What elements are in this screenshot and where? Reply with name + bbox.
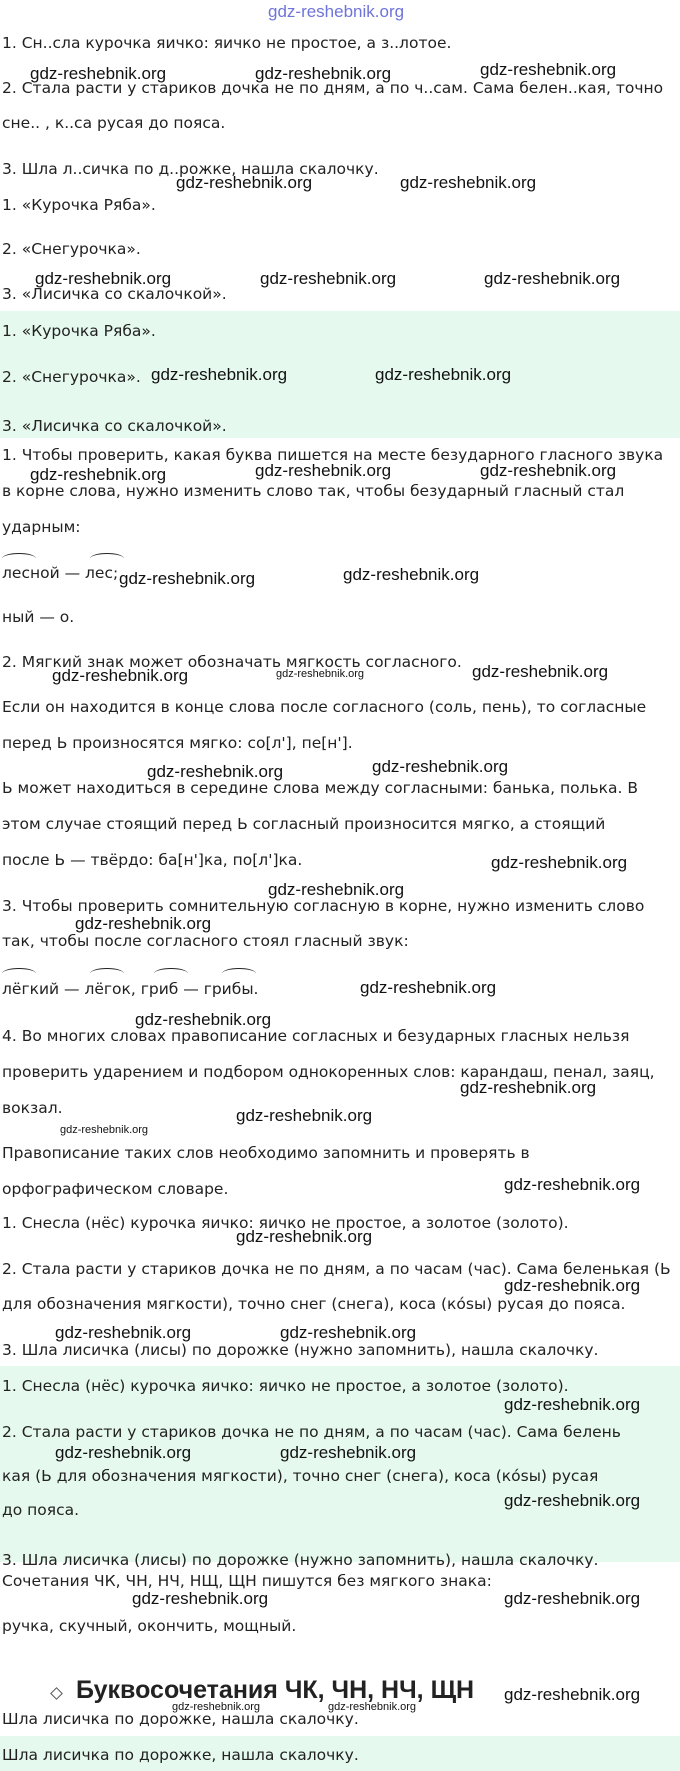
- watermark: gdz-reshebnik.org: [328, 1701, 417, 1713]
- watermark: gdz-reshebnik.org: [460, 1078, 597, 1097]
- watermark: gdz-reshebnik.org: [176, 173, 313, 192]
- watermark: gdz-reshebnik.org: [491, 853, 628, 872]
- rule-3-line-2: так, чтобы после согласного стоял гласный звук:: [2, 932, 409, 950]
- final-answer-line: Шла лисичка по дорожке, нашла скалочку.: [2, 1746, 359, 1764]
- watermark: gdz-reshebnik.org: [375, 365, 512, 384]
- watermark: gdz-reshebnik.org: [236, 1106, 373, 1125]
- root-arc-icon: [154, 968, 188, 979]
- watermark: gdz-reshebnik.org: [255, 64, 392, 83]
- rule-1-line-2: в корне слова, нужно изменить слово так, чтобы безударный гласный стал: [2, 482, 625, 500]
- rule-4-line-2: проверить ударением и подбором однокоренных слов: карандаш, пенал, заяц,: [2, 1063, 655, 1081]
- watermark: gdz-reshebnik.org: [135, 1010, 272, 1029]
- title-green-2: 2. «Снегурочка».: [2, 368, 141, 386]
- watermark: gdz-reshebnik.org: [280, 1323, 417, 1342]
- rule-1-line-3: ударным:: [2, 518, 81, 536]
- watermark: gdz-reshebnik.org: [372, 757, 509, 776]
- watermark: gdz-reshebnik.org: [504, 1175, 641, 1194]
- watermark: gdz-reshebnik.org: [480, 461, 617, 480]
- rule-2-line-5: этом случае стоящий перед Ь согласный произносится мягко, а стоящий: [2, 815, 606, 833]
- root-arc-icon: [2, 968, 36, 979]
- answer-green-line-3: кая (Ь для обозначения мягкости), точно снег (снега), коса (кósы) русая: [2, 1467, 599, 1485]
- task-line-2: 2. Стала расти у стариков дочка не по дням, а по ч..сам. Сама белен..кая, точно: [2, 79, 664, 97]
- watermark: gdz-reshebnik.org: [280, 1443, 417, 1462]
- watermark: gdz-reshebnik.org: [132, 1589, 269, 1608]
- heading-diamond-icon: [50, 1687, 63, 1700]
- watermark: gdz-reshebnik.org: [472, 662, 609, 681]
- watermark: gdz-reshebnik.org: [504, 1685, 641, 1704]
- watermark: gdz-reshebnik.org: [504, 1395, 641, 1414]
- rule-2-line-6: после Ь — твёрдо: ба[н']ка, по[л']ка.: [2, 851, 303, 869]
- answer-line-3: для обозначения мягкости), точно снег (снега), коса (кósы) русая до пояса.: [2, 1295, 626, 1313]
- task-line-1: 1. Сн..сла курочка яичко: яичко не простое, а з..лотое.: [2, 34, 452, 52]
- watermark: gdz-reshebnik.org: [400, 173, 537, 192]
- watermark: gdz-reshebnik.org: [276, 668, 365, 680]
- watermark: gdz-reshebnik.org: [504, 1491, 641, 1510]
- watermark: gdz-reshebnik.org: [55, 1443, 192, 1462]
- title-3: 3. «Лисичка со скалочкой».: [2, 285, 227, 303]
- title-green-1: 1. «Курочка Ряба».: [2, 322, 156, 340]
- answer-green-line-1: 1. Снесла (нёс) курочка яичко: яичко не простое, а золотое (золото).: [2, 1377, 569, 1395]
- example-1: лесной — лес;: [2, 564, 119, 582]
- watermark: gdz-reshebnik.org: [52, 666, 189, 685]
- watermark: gdz-reshebnik.org: [172, 1701, 261, 1713]
- answer-green-line-4: до пояса.: [2, 1501, 80, 1519]
- answer-line-2: 2. Стала расти у стариков дочка не по дням, а по часам (час). Сама беленькая (Ь: [2, 1260, 671, 1278]
- watermark: gdz-reshebnik.org: [60, 1124, 149, 1136]
- watermark: gdz-reshebnik.org: [30, 64, 167, 83]
- rule-4-line-1: 4. Во многих словах правописание согласных и безударных гласных нельзя: [2, 1027, 630, 1045]
- task-line-3: сне.. , к..са русая до пояса.: [2, 114, 226, 132]
- watermark: gdz-reshebnik.org: [255, 461, 392, 480]
- chk-rule-line-1: Сочетания ЧК, ЧН, НЧ, НЩ, ЩН пишутся без мягкого знака:: [2, 1572, 492, 1590]
- answer-line-4: 3. Шла лисичка (лисы) по дорожке (нужно запомнить), нашла скалочку.: [2, 1341, 599, 1359]
- watermark: gdz-reshebnik.org: [55, 1323, 192, 1342]
- title-1: 1. «Курочка Ряба».: [2, 196, 156, 214]
- watermark: gdz-reshebnik.org: [484, 269, 621, 288]
- watermark: gdz-reshebnik.org: [504, 1276, 641, 1295]
- rule-2-line-2: Если он находится в конце слова после согласного (соль, пень), то согласные: [2, 698, 647, 716]
- watermark: gdz-reshebnik.org: [480, 60, 617, 79]
- example-3: лёгкий — лёгок, гриб — грибы.: [2, 980, 259, 998]
- watermark: gdz-reshebnik.org: [147, 762, 284, 781]
- rule-2-line-4: Ь может находиться в середине слова между согласными: банька, полька. В: [2, 779, 638, 797]
- section-heading: Буквосочетания ЧК, ЧН, НЧ, ЩН: [76, 1676, 475, 1704]
- example-1-end: ный — о.: [2, 608, 75, 626]
- rule-2-line-1: 2. Мягкий знак может обозначать мягкость согласного.: [2, 653, 462, 671]
- watermark: gdz-reshebnik.org: [119, 569, 256, 588]
- watermark: gdz-reshebnik.org: [75, 914, 212, 933]
- watermark: gdz-reshebnik.org: [260, 269, 397, 288]
- answer-line-1: 1. Снесла (нёс) курочка яичко: яичко не простое, а золотое (золото).: [2, 1214, 569, 1232]
- watermark: gdz-reshebnik.org: [236, 1227, 373, 1246]
- rule-3-line-1: 3. Чтобы проверить сомнительную согласную в корне, нужно изменить слово: [2, 897, 645, 915]
- final-line: Шла лисичка по дорожке, нашла скалочку.: [2, 1710, 359, 1728]
- chk-rule-line-2: ручка, скучный, окончить, мощный.: [2, 1617, 297, 1635]
- watermark: gdz-reshebnik.org: [268, 880, 405, 899]
- watermark: gdz-reshebnik.org: [360, 978, 497, 997]
- root-arc-icon: [90, 968, 124, 979]
- title-2: 2. «Снегурочка».: [2, 240, 141, 258]
- rule-4-line-5: орфографическом словаре.: [2, 1180, 229, 1198]
- watermark: gdz-reshebnik.org: [504, 1589, 641, 1608]
- rule-4-line-4: Правописание таких слов необходимо запомнить и проверять в: [2, 1144, 530, 1162]
- rule-4-line-3: вокзал.: [2, 1099, 63, 1117]
- answer-green-line-2: 2. Стала расти у стариков дочка не по дням, а по часам (час). Сама белень: [2, 1423, 621, 1441]
- site-watermark: gdz-reshebnik.org: [268, 2, 405, 21]
- rule-1-line-1: 1. Чтобы проверить, какая буква пишется на месте безударного гласного звука: [2, 446, 664, 464]
- rule-2-line-3: перед Ь произносятся мягко: со[л'], пе[н'].: [2, 734, 353, 752]
- task-line-4: 3. Шла л..сичка по д..рожке, нашла скалочку.: [2, 160, 379, 178]
- watermark: gdz-reshebnik.org: [343, 565, 480, 584]
- watermark: gdz-reshebnik.org: [30, 465, 167, 484]
- root-arc-icon: [222, 968, 256, 979]
- answer-green-line-5: 3. Шла лисичка (лисы) по дорожке (нужно запомнить), нашла скалочку.: [2, 1551, 599, 1569]
- watermark: gdz-reshebnik.org: [151, 365, 288, 384]
- watermark: gdz-reshebnik.org: [35, 269, 172, 288]
- title-green-3: 3. «Лисичка со скалочкой».: [2, 417, 227, 435]
